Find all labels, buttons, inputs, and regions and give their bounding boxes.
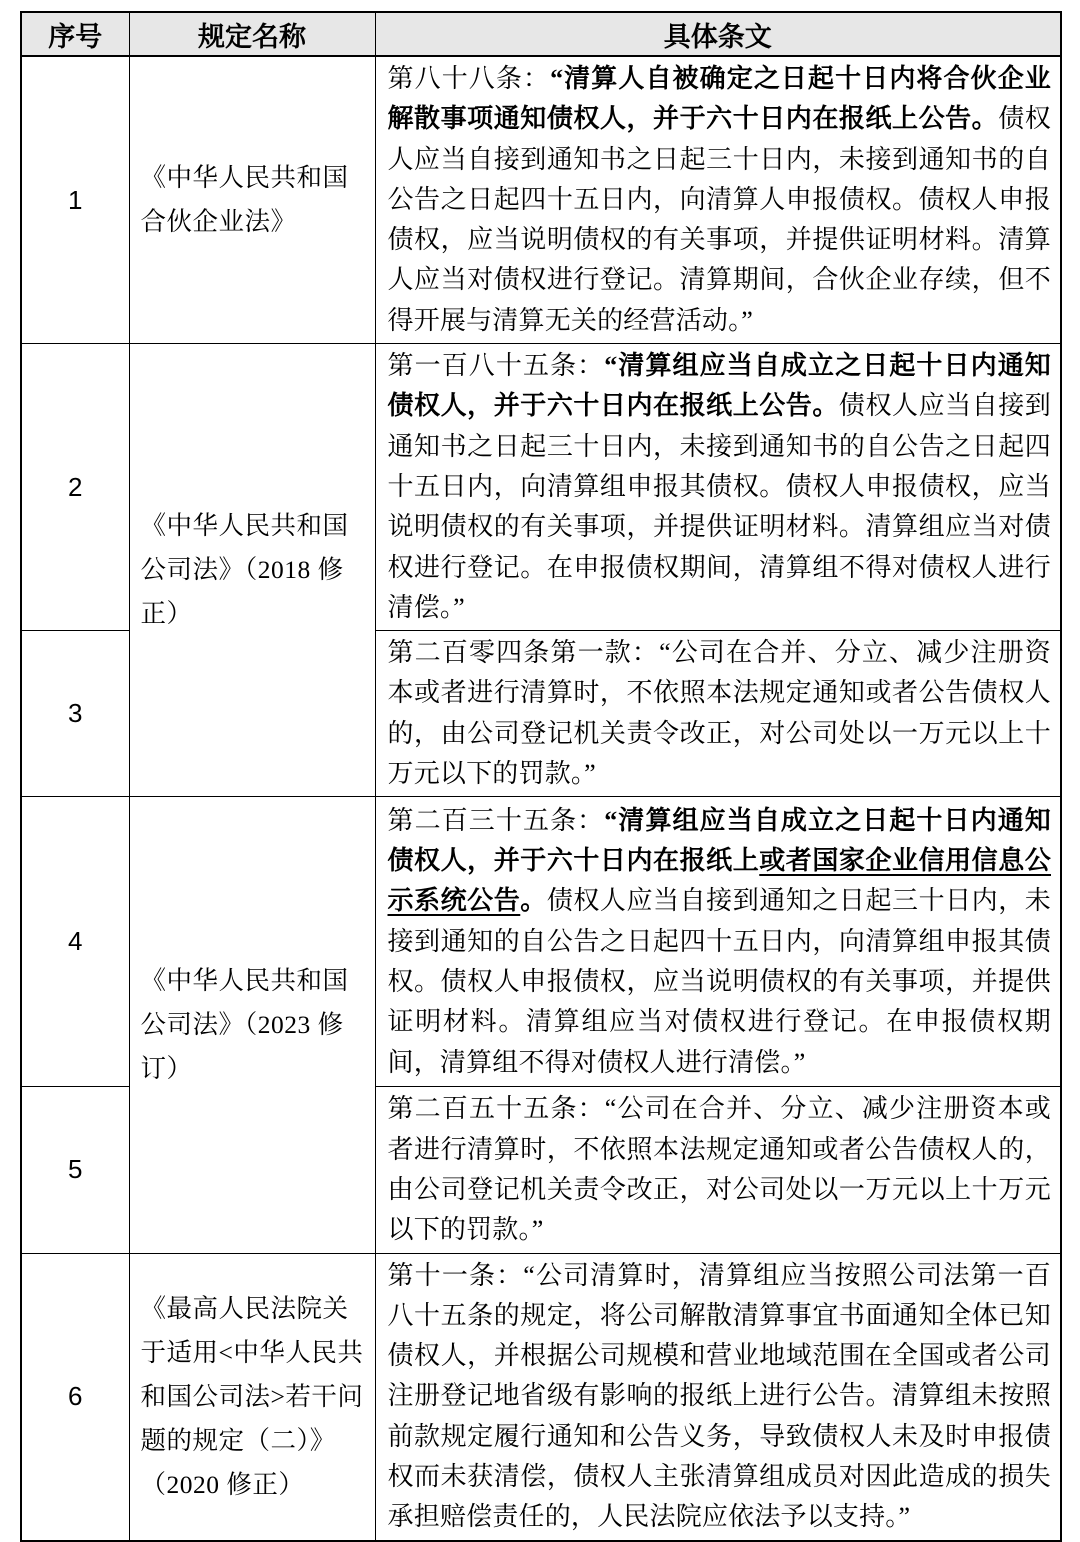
provision-cell (375, 344, 1061, 631)
regulation-name-cell: 《中华人民共和国公司法》（2018 修正） (129, 344, 375, 797)
table-row (21, 56, 1061, 344)
header-cell-number: 序号 (21, 12, 129, 56)
provision-cell (375, 56, 1061, 344)
regulation-name-cell: 《中华人民共和国公司法》（2023 修订） (129, 797, 375, 1253)
row-number-cell: 2 (21, 344, 129, 631)
provision-segment: 债权人应当自接到通知之日起三十日内，未接到通知的自公告之日起四十五日内，向清算组申报其债权。债权人申报债权，应当说明债权的有关事项，并提供证明材料。清算组应当对债权进行登记。在申报债权期间，清算组不得对债权人进行清偿。” (387, 886, 1051, 1077)
provision-segment: 第一百八十五条： (387, 351, 605, 381)
provision-segment: 第十一条：“公司清算时，清算组应当按照公司法第一百八十五条的规定，将公司解散清算事宜书面通知全体已知债权人，并根据公司规模和营业地域范围在全国或者公司注册登记地省级有影响的报纸上进行公告。清算组未按照前款规定履行通知和公告义务，导致债权人未及时申报债权而未获清偿，债权人主张清算组成员对因此造成的损失承担赔偿责任的，人民法院应依法予以支持。” (387, 1260, 1051, 1532)
provision-segment: 债权人应当自接到通知书之日起三十日内，未接到通知书的自公告之日起四十五日内，向清算组申报其债权。债权人申报债权，应当说明债权的有关事项，并提供证明材料。清算组应当对债权进行登记。在申报债权期间，清算组不得对债权人进行清偿。” (387, 391, 1051, 622)
row-number-cell: 5 (21, 1087, 129, 1253)
regulation-name-cell: 《中华人民共和国合伙企业法》 (129, 56, 375, 344)
table-header-row (21, 12, 1061, 56)
provision-segment: 第二百三十五条： (387, 805, 605, 835)
provision-segment: 或者国家企业信用信息公示系统公告 (387, 846, 1051, 916)
provision-segment: 第二百零四条第一款：“公司在合并、分立、减少注册资本或者进行清算时，不依照本法规定通知或者公告债权人的，由公司登记机关责令改正，对公司处以一万元以上十万元以下的罚款。” (387, 638, 1051, 789)
provision-cell (375, 1253, 1061, 1541)
header-cell-regulation-name: 规定名称 (129, 12, 375, 56)
provision-segment: 。 (520, 886, 547, 916)
provision-segment: “清算人自被确定之日起十日内将合伙企业解散事项通知债权人，并于六十日内在报纸上公告。 (387, 64, 1051, 134)
provision-segment: 第八十八条： (387, 64, 551, 93)
provision-segment: 第二百五十五条：“公司在合并、分立、减少注册资本或者进行清算时，不依照本法规定通知或者公告债权人的，由公司登记机关责令改正，对公司处以一万元以上十万元以下的罚款。” (387, 1094, 1051, 1245)
row-number-cell: 1 (21, 56, 129, 344)
table-row (21, 1253, 1061, 1541)
header-cell-provision: 具体条文 (375, 12, 1061, 56)
row-number-cell: 4 (21, 797, 129, 1087)
regulation-name-cell: 《最高人民法院关于适用<中华人民共和国公司法>若干问题的规定（二）》（2020 修正） (129, 1253, 375, 1541)
table-body (21, 56, 1061, 1541)
provision-segment: “清算组应当自成立之日起十日内通知债权人，并于六十日内在报纸上公告。 (387, 351, 1051, 421)
provision-cell (375, 797, 1061, 1087)
table-row (21, 797, 1061, 1087)
provision-cell (375, 1087, 1061, 1253)
row-number-cell: 3 (21, 631, 129, 797)
regulations-comparison-table (20, 11, 1062, 1542)
row-number-cell: 6 (21, 1253, 129, 1541)
table-row (21, 344, 1061, 631)
provision-segment: “清算组应当自成立之日起十日内通知债权人，并于六十日内在报纸上 (387, 805, 1051, 876)
provision-segment: 债权人应当自接到通知书之日起三十日内，未接到通知书的自公告之日起四十五日内，向清算人申报债权。债权人申报债权，应当说明债权的有关事项，并提供证明材料。清算人应当对债权进行登记。清算期间，合伙企业存续，但不得开展与清算无关的经营活动。” (387, 104, 1051, 335)
provision-cell (375, 631, 1061, 797)
